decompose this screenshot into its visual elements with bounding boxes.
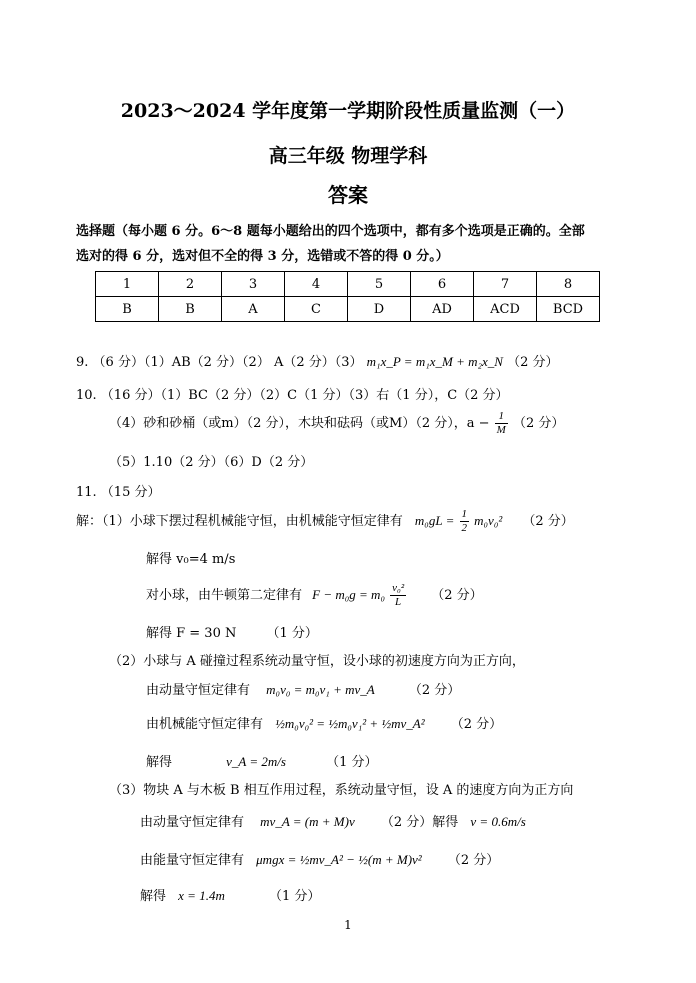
table-cell: A [222, 297, 285, 322]
table-cell: 6 [411, 272, 474, 297]
page-subtitle: 高三年级 物理学科 [268, 145, 428, 167]
q11-s3-solve-eq: x = 1.4m [178, 888, 225, 903]
q11-s3-momentum-text: 由动量守恒定律有 [140, 815, 245, 830]
page-number: 1 [344, 918, 352, 932]
q11-s3-energy-text: 由能量守恒定律有 [140, 853, 245, 868]
q11-s3-intro: （3）物块 A 与木板 B 相互作用过程，系统动量守恒，设 A 的速度方向为正方向 [109, 783, 574, 798]
q11-s2-momentum-text: 由动量守恒定律有 [146, 683, 251, 698]
q11-s2-momentum-score: （2 分） [408, 683, 461, 698]
q11-s2-energy-text: 由机械能守恒定律有 [146, 717, 264, 732]
q11-s2-intro: （2）小球与 A 碰撞过程系统动量守恒，设小球的初速度方向为正方向， [109, 654, 525, 669]
q11-s2-energy-score: （2 分） [450, 717, 503, 732]
fraction-denominator: 2 [461, 522, 467, 534]
q10-line-2-text: （4）砂和砂桶（或m）（2 分），木块和砝码（或M）（2 分），a − [109, 416, 490, 431]
table-cell: ACD [474, 297, 537, 322]
q11-s1-newton-score: （2 分） [431, 588, 483, 603]
table-cell: 7 [474, 272, 537, 297]
q11-s1-intro: 解：（1）小球下摆过程机械能守恒，由机械能守恒定律有 [76, 514, 403, 529]
q10-line-2-score: （2 分） [512, 416, 565, 431]
table-cell: 3 [222, 272, 285, 297]
q11-s3-solve-score: （1 分） [268, 889, 321, 904]
q11-s1-solve: 解得 v₀=4 m/s [146, 552, 236, 567]
table-cell: BCD [537, 297, 600, 322]
answer-label: 答案 [328, 183, 368, 207]
q11-s1-eq-right: m₀v₀² [474, 513, 503, 528]
q11-s3-energy-eq: μmgx = ½mv_A² − ½(m + M)v² [256, 852, 422, 867]
q9-score: （2 分） [507, 355, 559, 370]
q11-s2-momentum-eq: m₀v₀ = m₀v₁ + mv_A [266, 682, 375, 697]
q11-s3-momentum-score: （2 分）解得 [380, 815, 459, 830]
q11-s3-solve-line [140, 885, 320, 904]
q11-s2-solve-score: （1 分） [326, 755, 378, 770]
q10-line-1: 10. （16 分）（1）BC（2 分）（2）C（1 分）（3）右（1 分），C（2 分） [76, 388, 509, 403]
q10-fraction [495, 410, 508, 437]
q11-s1-f-line [146, 622, 318, 641]
table-cell: D [348, 297, 411, 322]
fraction-denominator: M [496, 424, 506, 436]
table-cell: 2 [159, 272, 222, 297]
table-row-numbers [96, 272, 600, 297]
q11-s3-energy-line [140, 849, 499, 868]
q11-s2-energy-line [146, 713, 502, 732]
answer-table [95, 271, 600, 322]
table-cell: C [285, 297, 348, 322]
table-cell: AD [411, 297, 474, 322]
table-cell: 8 [537, 272, 600, 297]
q11-s1-fraction [460, 508, 470, 535]
fraction-denominator: L [395, 596, 402, 608]
fraction-numerator: 1 [461, 508, 467, 520]
q10-line-2 [109, 410, 564, 437]
table-cell: 1 [96, 272, 159, 297]
table-cell: B [96, 297, 159, 322]
q10-line-3: （5）1.10（2 分）（6）D（2 分） [109, 455, 314, 470]
q11-s2-solve-text: 解得 [146, 755, 173, 770]
q11-s2-momentum-line [146, 679, 460, 698]
q11-s1-newton-text: 对小球，由牛顿第二定律有 [146, 588, 303, 603]
q11-s1-f-score: （1 分） [266, 626, 318, 641]
fraction-numerator: v₀² [392, 582, 405, 594]
fraction-numerator: 1 [495, 410, 508, 424]
q11-s1-newton-fraction [390, 582, 406, 609]
intro-line-1: 选择题（每小题 6 分。6～8 题每小题给出的四个选项中，都有多个选项是正确的。全部 [76, 224, 585, 239]
q9-text: 9. （6 分）（1）AB（2 分）（2） A（2 分）（3） [76, 355, 363, 370]
q11-s2-solve-eq: v_A = 2m/s [226, 754, 286, 769]
q11-header: 11. （15 分） [76, 485, 161, 500]
q11-s2-solve-line [146, 751, 378, 770]
q11-s1-score: （2 分） [522, 514, 574, 529]
q11-s3-solve-text: 解得 [140, 889, 167, 904]
q9-line [76, 351, 559, 370]
q11-s3-energy-score: （2 分） [447, 853, 500, 868]
table-cell: B [159, 297, 222, 322]
q11-s1-line [76, 508, 574, 535]
q11-s1-newton-line [146, 582, 483, 609]
q11-s1-f: 解得 F = 30 N [146, 626, 237, 641]
q11-s1-eq-left: m₀gL = [414, 513, 455, 528]
intro-line-2: 选对的得 6 分，选对但不全的得 3 分，选错或不答的得 0 分。） [76, 249, 449, 264]
q11-s2-energy-eq: ½m₀v₀² = ½m₀v₁² + ½mv_A² [275, 716, 425, 731]
page-title: 2023～2024 学年度第一学期阶段性质量监测（一） [120, 100, 576, 122]
table-row-answers [96, 297, 600, 322]
q11-s3-v: v = 0.6m/s [470, 814, 526, 829]
q11-s3-momentum-line [140, 811, 526, 830]
q9-equation: m₁x_P = m₁x_M + m₂x_N [366, 354, 503, 369]
table-cell: 5 [348, 272, 411, 297]
q11-s3-momentum-eq: mv_A = (m + M)v [260, 814, 355, 829]
table-cell: 4 [285, 272, 348, 297]
q11-s1-newton-eq: F − m₀g = m₀ [312, 587, 385, 602]
